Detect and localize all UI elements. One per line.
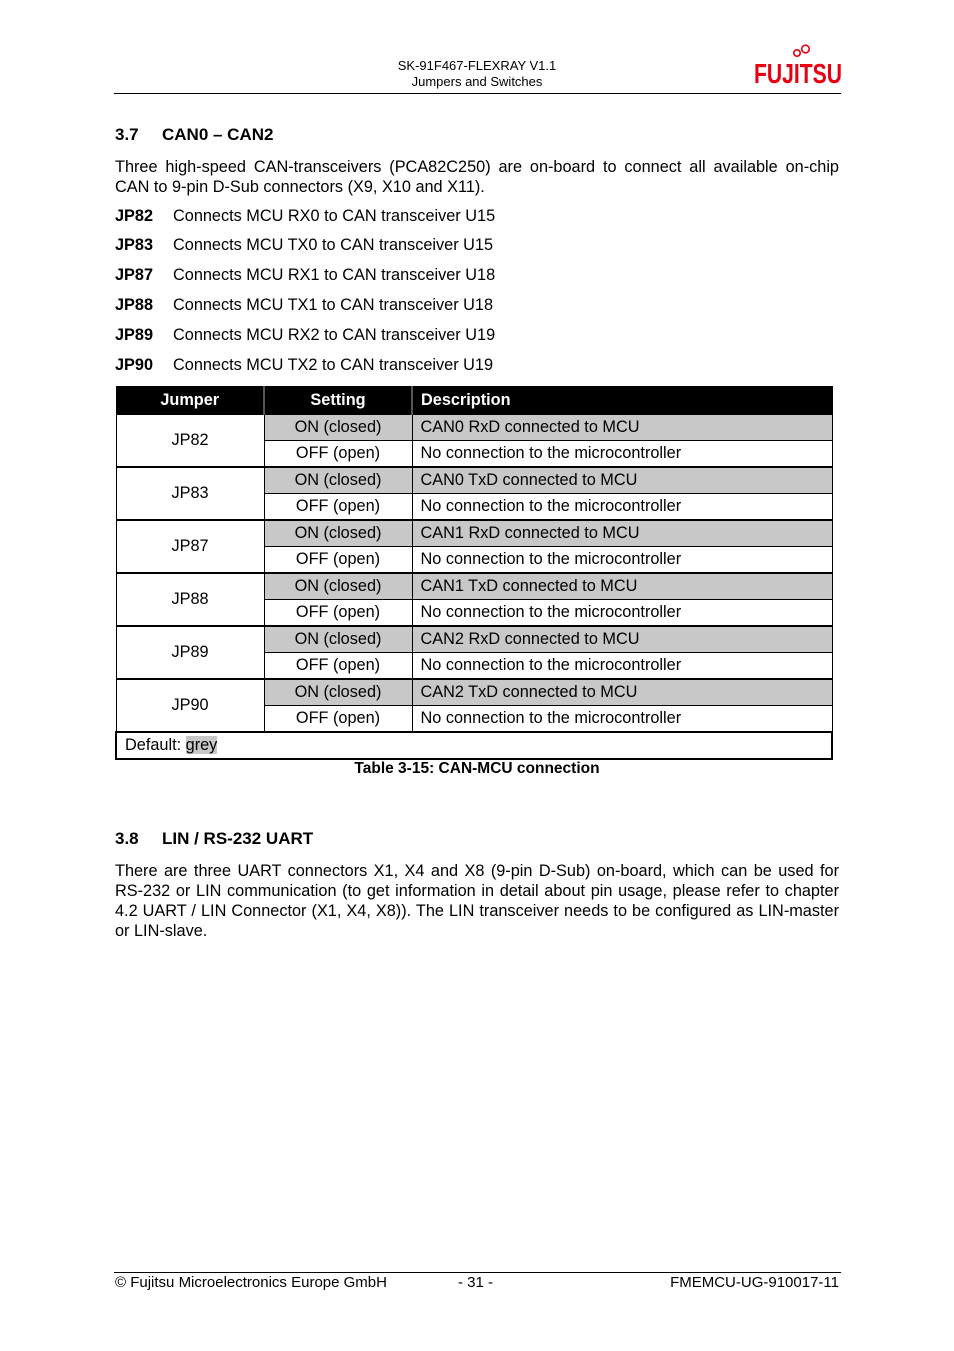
description-cell: CAN2 TxD connected to MCU [412, 679, 832, 706]
can-mcu-table [115, 386, 833, 760]
header-description: Description [412, 387, 832, 415]
table-row [116, 467, 832, 494]
description-cell: CAN2 RxD connected to MCU [412, 626, 832, 653]
jumper-cell: JP89 [116, 626, 264, 679]
jumper-cell: JP87 [116, 520, 264, 573]
default-label: Default: [125, 736, 186, 754]
jumper-id: JP90 [115, 356, 154, 374]
setting-cell: ON (closed) [264, 573, 412, 600]
jumper-cell: JP88 [116, 573, 264, 626]
jumper-line [115, 326, 495, 345]
page-header [300, 58, 654, 90]
table-row [116, 679, 832, 706]
setting-cell: OFF (open) [264, 547, 412, 574]
default-note [116, 732, 832, 759]
footer-rule [114, 1272, 841, 1273]
jumper-desc: Connects MCU RX0 to CAN transceiver U15 [173, 207, 496, 225]
table-caption: Table 3-15: CAN-MCU connection [354, 760, 600, 777]
table-row [116, 414, 832, 441]
uart-paragraph: There are three UART connectors X1, X4 and X8 (9-pin D-Sub) on-board, which can be used for RS-232 or LIN communication (to get information in detail about pin usage, please refer to chapter 4.2 UART / LIN Connector (X1, X4, X8)). The LIN transceiver needs to be configured as LIN-master or LIN-slave. [115, 862, 839, 940]
jumper-line [115, 356, 493, 375]
fujitsu-logo [752, 44, 844, 92]
jumper-desc: Connects MCU RX1 to CAN transceiver U18 [173, 266, 496, 284]
section-heading-can [115, 125, 273, 145]
jumper-desc: Connects MCU TX0 to CAN transceiver U15 [173, 236, 494, 254]
description-cell: No connection to the microcontroller [412, 547, 832, 574]
setting-cell: OFF (open) [264, 494, 412, 521]
footer-copyright: © Fujitsu Microelectronics Europe GmbH [115, 1274, 387, 1291]
table-row [116, 573, 832, 600]
table-row [116, 520, 832, 547]
jumper-line [115, 236, 493, 255]
jumper-desc: Connects MCU TX1 to CAN transceiver U18 [173, 296, 494, 314]
section-title: CAN0 – CAN2 [162, 125, 274, 144]
description-cell: No connection to the microcontroller [412, 706, 832, 733]
jumper-line [115, 207, 495, 226]
jumper-cell: JP83 [116, 467, 264, 520]
footer-doc-id: FMEMCU-UG-910017-11 [670, 1274, 839, 1291]
jumper-desc: Connects MCU RX2 to CAN transceiver U19 [173, 326, 496, 344]
default-row [116, 732, 832, 759]
jumper-id: JP82 [115, 207, 154, 225]
jumper-id: JP87 [115, 266, 154, 284]
setting-cell: OFF (open) [264, 706, 412, 733]
setting-cell: ON (closed) [264, 467, 412, 494]
setting-cell: OFF (open) [264, 441, 412, 468]
description-cell: No connection to the microcontroller [412, 653, 832, 680]
description-cell: CAN0 TxD connected to MCU [412, 467, 832, 494]
description-cell: CAN1 RxD connected to MCU [412, 520, 832, 547]
table-row [116, 626, 832, 653]
jumper-id: JP83 [115, 236, 154, 254]
setting-cell: OFF (open) [264, 653, 412, 680]
header-rule [114, 93, 841, 94]
header-doc-title: SK-91F467-FLEXRAY V1.1 [397, 58, 557, 73]
jumper-desc: Connects MCU TX2 to CAN transceiver U19 [173, 356, 494, 374]
default-value: grey [185, 736, 218, 754]
table-header-row [116, 387, 832, 415]
description-cell: No connection to the microcontroller [412, 600, 832, 627]
section-number: 3.8 [115, 829, 139, 848]
jumper-cell: JP90 [116, 679, 264, 732]
jumper-line [115, 296, 493, 315]
description-cell: CAN1 TxD connected to MCU [412, 573, 832, 600]
jumper-id: JP88 [115, 296, 154, 314]
setting-cell: ON (closed) [264, 414, 412, 441]
setting-cell: ON (closed) [264, 679, 412, 706]
header-setting: Setting [264, 387, 412, 415]
description-cell: No connection to the microcontroller [412, 441, 832, 468]
section-number: 3.7 [115, 125, 139, 144]
jumper-id: JP89 [115, 326, 154, 344]
footer-page-number: - 31 - [458, 1274, 494, 1291]
can-intro-paragraph: Three high-speed CAN-transceivers (PCA82C250) are on-board to connect all available on-chip CAN to 9-pin D-Sub connectors (X9, X10 and X11). [115, 158, 839, 196]
jumper-line [115, 266, 495, 285]
svg-text:FUJITSU: FUJITSU [754, 58, 842, 89]
header-section: Jumpers and Switches [411, 74, 543, 89]
setting-cell: OFF (open) [264, 600, 412, 627]
description-cell: CAN0 RxD connected to MCU [412, 414, 832, 441]
section-title: LIN / RS-232 UART [162, 829, 314, 848]
setting-cell: ON (closed) [264, 520, 412, 547]
jumper-cell: JP82 [116, 414, 264, 467]
header-jumper: Jumper [116, 387, 264, 415]
description-cell: No connection to the microcontroller [412, 494, 832, 521]
setting-cell: ON (closed) [264, 626, 412, 653]
section-heading-uart [115, 829, 313, 849]
